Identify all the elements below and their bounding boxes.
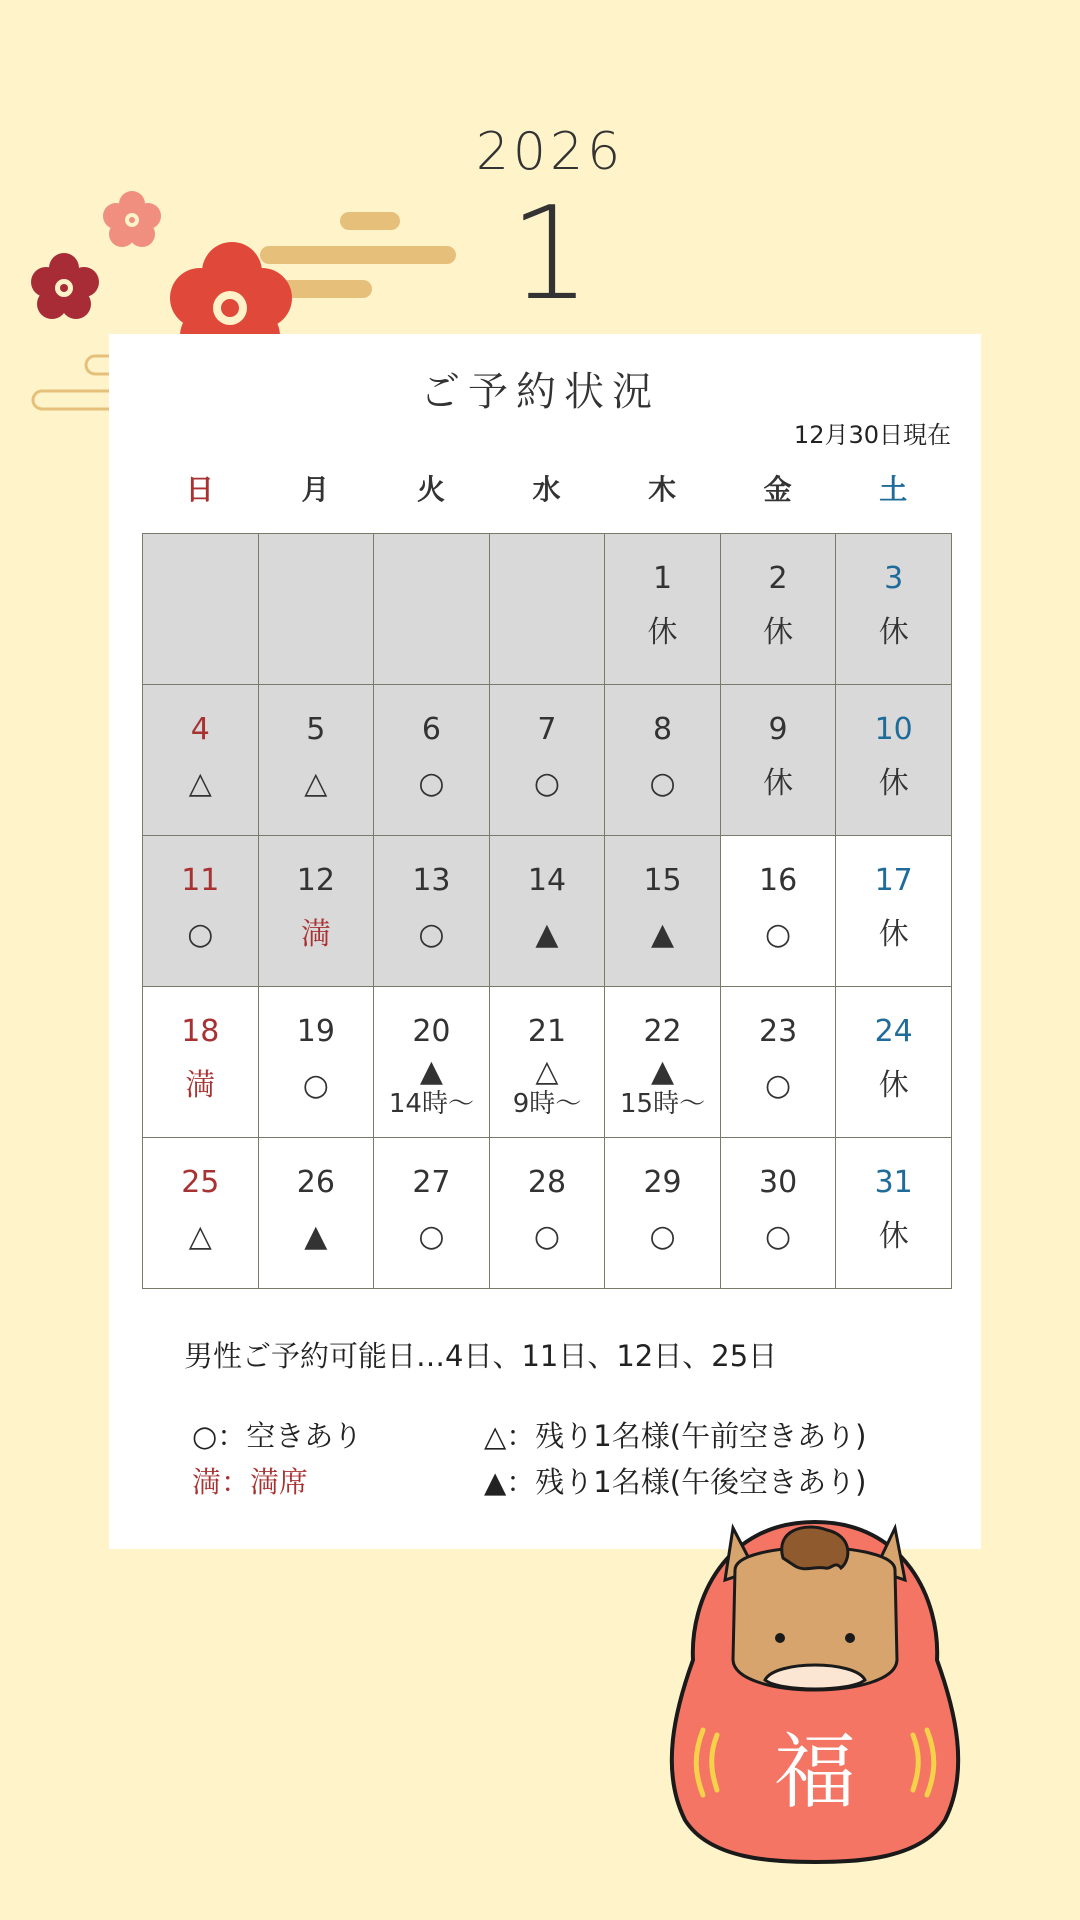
availability-mark: 満 (300, 917, 331, 952)
available-from-time: 15時〜 (619, 1089, 706, 1119)
availability-mark: 休 (878, 1219, 909, 1254)
availability-mark: ○ (187, 917, 214, 952)
day-number: 7 (537, 712, 557, 747)
day-number: 27 (412, 1165, 451, 1200)
calendar-day-cell (258, 685, 374, 836)
day-number: 31 (874, 1165, 913, 1200)
calendar-week (143, 987, 952, 1138)
availability-mark: 休 (763, 615, 794, 650)
day-number: 23 (759, 1014, 798, 1049)
card-title: ご予約状況 (420, 369, 660, 415)
calendar-day-cell (374, 534, 490, 685)
calendar-day-cell (836, 1138, 952, 1289)
horse-daruma-illustration (655, 1510, 975, 1870)
day-number: 20 (412, 1014, 451, 1049)
calendar-day-cell (143, 685, 259, 836)
availability-mark: ○ (765, 917, 792, 952)
availability-mark: 休 (647, 615, 678, 650)
calendar-day-cell (489, 836, 605, 987)
day-number: 22 (643, 1014, 682, 1049)
calendar-day-cell (374, 1138, 490, 1289)
day-number: 18 (181, 1014, 220, 1049)
availability-mark: ▲ (650, 917, 675, 952)
calendar-day-cell (836, 685, 952, 836)
day-number: 13 (412, 863, 451, 898)
day-number: 2 (768, 561, 788, 596)
calendar-day-cell (143, 534, 259, 685)
day-number: 14 (527, 863, 567, 898)
availability-mark: 休 (878, 615, 909, 650)
calendar-day-cell (143, 987, 259, 1138)
day-number: 26 (296, 1165, 335, 1200)
availability-mark: △ (188, 1219, 212, 1254)
calendar-day-cell (489, 685, 605, 836)
calendar-day-cell (374, 685, 490, 836)
availability-mark: 休 (878, 1068, 909, 1103)
availability-mark: 休 (878, 766, 909, 801)
calendar-week (143, 1138, 952, 1289)
day-number: 6 (421, 712, 441, 747)
calendar-day-cell (258, 836, 374, 987)
day-number: 28 (527, 1165, 567, 1200)
daruma-fuku-text: 福 (773, 1725, 857, 1820)
calendar-day-cell (605, 1138, 721, 1289)
day-number: 12 (296, 863, 335, 898)
day-number: 4 (190, 712, 210, 747)
day-number: 11 (181, 863, 220, 898)
day-number: 17 (874, 863, 913, 898)
calendar-day-cell (489, 534, 605, 685)
calendar-day-cell (489, 1138, 605, 1289)
calendar-day-cell (605, 685, 721, 836)
availability-mark: 休 (878, 917, 909, 952)
legend-am: △：残り1名様(午前空きあり) (484, 1419, 867, 1453)
calendar-week (143, 534, 952, 685)
weekday-wed: 水 (532, 473, 561, 506)
availability-mark: 休 (763, 766, 794, 801)
legend-full: 満：満席 (192, 1465, 309, 1499)
male-available-days: 男性ご予約可能日…4日、11日、12日、25日 (184, 1339, 778, 1373)
weekday-mon: 月 (301, 473, 330, 506)
available-from-time: 14時〜 (388, 1089, 474, 1119)
calendar-day-cell (836, 987, 952, 1138)
availability-mark: ▲ (304, 1219, 328, 1254)
available-from-time: 9時〜 (512, 1089, 582, 1119)
day-number: 1 (652, 561, 673, 596)
availability-mark: △ (188, 766, 212, 801)
calendar-day-cell (374, 987, 490, 1138)
availability-mark: ○ (302, 1068, 329, 1103)
calendar-week (143, 685, 952, 836)
weekday-sun: 日 (185, 473, 214, 506)
day-number: 24 (874, 1014, 913, 1049)
availability-mark: ▲ (650, 1054, 675, 1089)
calendar-day-cell (720, 534, 836, 685)
availability-mark: ○ (418, 766, 445, 801)
day-number: 3 (884, 561, 904, 596)
calendar-day-cell (258, 534, 374, 685)
availability-mark: ○ (765, 1068, 792, 1103)
calendar-day-cell (258, 1138, 374, 1289)
availability-mark: 満 (185, 1068, 216, 1103)
calendar-day-cell (720, 1138, 836, 1289)
day-number: 19 (296, 1014, 335, 1049)
legend-pm: ▲：残り1名様(午後空きあり) (484, 1465, 867, 1499)
day-number: 30 (759, 1165, 798, 1200)
availability-mark: ○ (649, 1219, 676, 1254)
day-number: 9 (768, 712, 788, 747)
day-number: 8 (652, 712, 673, 747)
availability-mark: ▲ (419, 1054, 443, 1089)
calendar-day-cell (258, 987, 374, 1138)
calendar-day-cell (374, 836, 490, 987)
day-number: 10 (874, 712, 913, 747)
as-of-date: 12月30日現在 (793, 421, 951, 449)
weekday-fri: 金 (763, 473, 792, 506)
calendar-day-cell (605, 534, 721, 685)
calendar-day-cell (605, 836, 721, 987)
availability-mark: ○ (418, 917, 445, 952)
day-number: 25 (181, 1165, 220, 1200)
availability-mark: ○ (649, 766, 676, 801)
calendar-day-cell (605, 987, 721, 1138)
day-number: 16 (759, 863, 798, 898)
calendar-day-cell (836, 534, 952, 685)
day-number: 5 (306, 712, 326, 747)
weekday-tue: 火 (416, 473, 445, 506)
calendar-day-cell (143, 836, 259, 987)
calendar-day-cell (836, 836, 952, 987)
calendar-day-cell (720, 987, 836, 1138)
calendar-day-cell (489, 987, 605, 1138)
day-number: 29 (643, 1165, 682, 1200)
calendar-day-cell (143, 1138, 259, 1289)
availability-mark: △ (304, 766, 328, 801)
day-number: 15 (643, 863, 682, 898)
calendar-day-cell (720, 685, 836, 836)
availability-mark: ○ (418, 1219, 445, 1254)
weekday-sat: 土 (879, 473, 908, 506)
availability-mark: △ (535, 1054, 559, 1089)
availability-mark: ○ (533, 1219, 561, 1254)
year: 2026 (475, 122, 625, 182)
weekday-header (142, 468, 951, 508)
availability-mark: ▲ (535, 917, 559, 952)
availability-mark: ○ (765, 1219, 792, 1254)
legend-open: ○：空きあり (192, 1419, 363, 1453)
calendar-grid (142, 533, 952, 1289)
calendar-week (143, 836, 952, 987)
calendar-day-cell (720, 836, 836, 987)
month: 1 (509, 180, 591, 329)
day-number: 21 (527, 1014, 567, 1049)
weekday-thu: 木 (648, 473, 677, 506)
availability-mark: ○ (533, 766, 561, 801)
